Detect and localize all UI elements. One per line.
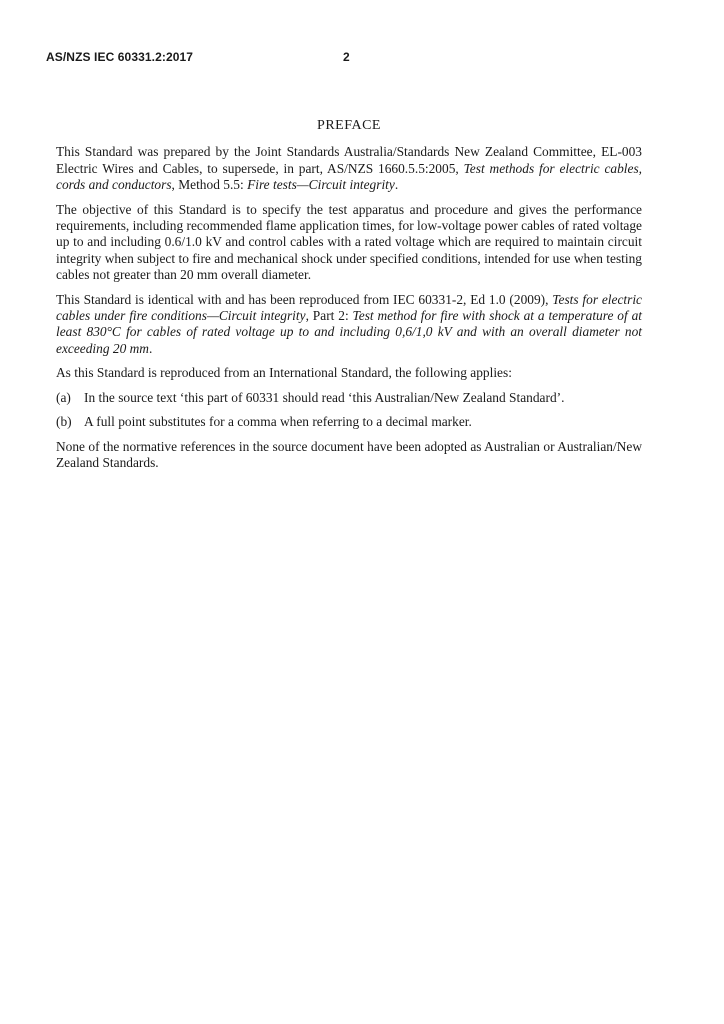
preface-heading: PREFACE [317,118,381,133]
p1-text-1: This Standard was prepared by the Joint Standards Australia/Standards New Zealand Committee, EL-003 Electric Wires and Cables, to supersede, in part, AS/NZS 1660.5.5:2005, [56,144,642,176]
p3-text-1: This Standard is identical with and has been reproduced from IEC 60331-2, Ed 1.0 (2009), [56,291,553,307]
preface-paragraph-4: As this Standard is reproduced from an International Standard, the following applies: [56,365,512,381]
page-number: 2 [343,50,350,64]
list-marker: (a) [56,389,71,405]
list-item [56,414,642,430]
p1-text-2: , Method 5.5: [171,177,248,193]
preface-paragraph-3 [56,292,642,358]
preface-paragraph-1 [56,144,642,193]
list-item [56,390,642,406]
p3-text-3: . [148,340,153,356]
p3-title-italic-2: Test method for fire with shock at a temperature of at least 830°C for cables of rated voltage up to and including 0,6/1,0 kV and with an overall diameter not exceeding 20 mm [56,308,642,356]
list-marker: (b) [56,414,72,430]
page-header [46,50,676,66]
p3-text-2: , Part 2: [305,308,353,324]
p3-title-italic-1: Tests for electric cables under fire conditions—Circuit integrity [56,291,642,324]
list-item-text: A full point substitutes for a comma when referring to a decimal marker. [84,414,472,430]
preface-paragraph-2: The objective of this Standard is to specify the test apparatus and procedure and gives the performance requirements, including recommended flame application times, for low-voltage power cables of rated voltage up to and including 0.6/1.0 kV and control cables with a rated voltage which are required to maintain circuit integrity when subject to fire and mechanical shock under specified conditions, intended for use when testing cables not greater than 20 mm overall diameter. [56,201,643,283]
list-item-text: In the source text ‘this part of 60331 should read ‘this Australian/New Zealand Standard’. [84,389,565,405]
p1-title-italic-1: Test methods for electric cables, cords and conductors [56,160,642,193]
standard-identifier: AS/NZS IEC 60331.2:2017 [46,50,194,64]
p1-text-3: . [394,177,399,193]
p1-title-italic-2: Fire tests—Circuit integrity [247,177,395,193]
preface-section [56,118,642,479]
preface-paragraph-5: None of the normative references in the source document have been adopted as Australian or Australian/New Zealand Standards. [56,438,642,470]
